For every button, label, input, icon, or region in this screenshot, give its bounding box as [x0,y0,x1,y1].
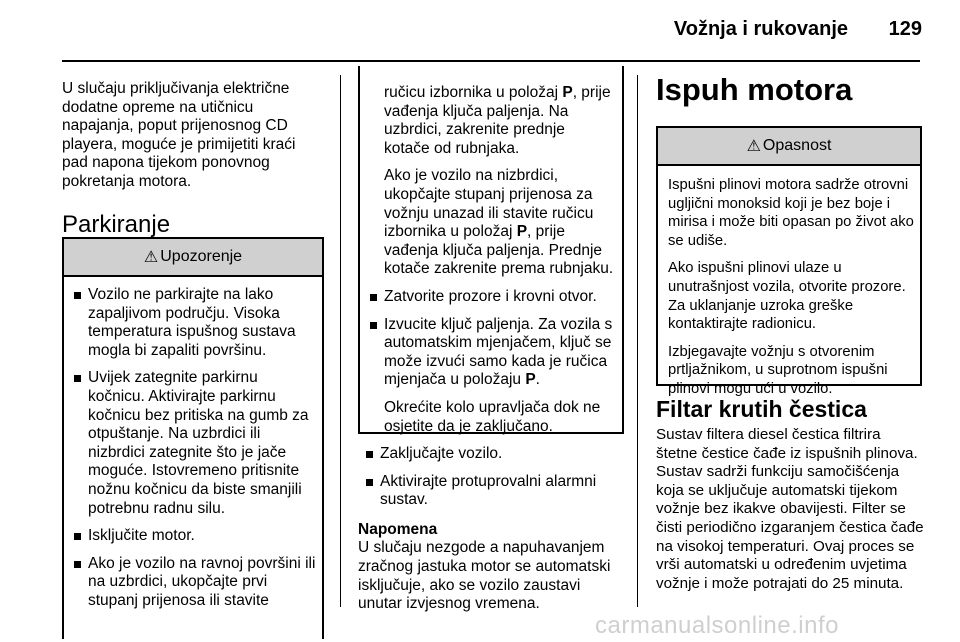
column-1 [62,80,324,239]
warning-box-title: Upozorenje [160,248,243,265]
continued-paragraph-5: Okrećite kolo upravljača dok ne osjetite da je zaključano. [384,398,601,435]
list-item: Uvijek zategnite parkirnu kočnicu. Aktivirajte parkirnu kočnicu bez pritiska na gumb za otpuštanje. Na uzbrdici ili nizbrdici zategnite što je jače moguće. Istovremeno pritisnite nožnu kočnicu da biste smanjili potrebnu radnu silu. [72,369,318,518]
warning-triangle-icon: ⚠ [143,249,159,266]
column-3-lower [656,396,926,593]
warning-list-continued [360,279,622,390]
list-item: Aktivirajte protuprovalni alarmni sustav. [364,473,626,510]
danger-box [656,126,922,397]
warning-box [62,237,324,639]
column-divider-1 [340,75,341,607]
filter-body-text: Sustav filtera diesel čestica filtrira štetne čestice čađe iz ispušnih plinova. Sustav sadrži funkciju samočišćenja koja se uključuje automatski tijekom vožnje bez ikakve obavijesti. Filter se čisti periodično izgaranjem čestica čađe na visokoj temperaturi. Ovaj proces se vrši automatski u određenim uvjetima vožnje i može potrajati do 25 minuta. [656,426,924,592]
warning-triangle-icon: ⚠ [746,138,761,155]
continued-paragraph-2: Ako je vozilo na nizbrdici, ukopčajte stupanj prijenosa za vožnju unazad ili stavite ručicu izbornika u položaj P, prije vađenja ključa paljenja. Prednje kotače zakrenite prema rubnjaku. [384,167,614,278]
section-heading-ispuh-motora: Ispuh motora [656,72,853,107]
page-number: 129 [888,18,922,40]
danger-paragraph: Izbjegavajte vožnju s otvorenim prtljažnikom, u suprotnom ispušni plinovi mogu ući u vozilo. [668,343,888,397]
list-item: Izvucite ključ paljenja. Za vozila s automatskim mjenjačem, ključ se može izvući samo kada je ručica mjenjača u položaju P. [368,316,616,390]
danger-box-content [658,166,920,399]
parking-list [358,445,626,510]
list-item: Vozilo ne parkirajte na lako zapaljivom području. Visoka temperatura ispušnog sustava mogla bi zapaliti površinu. [72,286,318,360]
danger-paragraph: Ako ispušni plinovi ulaze u unutrašnjost vozila, otvorite prozore. Za uklanjanje uzroka greške kontaktirajte radionicu. [668,260,906,333]
list-item: Ako je vozilo na ravnoj površini ili na uzbrdici, ukopčajte prvi stupanj prijenosa ili stavite [72,555,318,611]
continued-paragraph-1: ručicu izbornika u položaj P, prije vađenja ključa paljenja. Na uzbrdici, zakrenite prednje kotače od rubnjaka. [384,84,611,157]
gear-position-p: P [516,223,528,241]
danger-paragraph: Ispušni plinovi motora sadrže otrovni ugljični monoksid koji je bez boje i mirisa i može biti opasan po život ako se udiše. [668,177,914,249]
gear-position-p: P [562,84,573,101]
list-item: Zaključajte vozilo. [364,445,626,464]
warning-box-continued [358,66,624,434]
warning-box-header [64,239,322,277]
section-heading-parkiranje: Parkiranje [62,210,171,238]
intro-paragraph: U slučaju priključivanja električne dodatne opreme na utičnicu napajanja, poput prijenosnog CD playera, moguće je primijetiti kraći pad napona tijekom ponovnog pokretanja motora. [62,80,296,190]
note-text: U slučaju nezgode a napuhavanjem zračnog jastuka motor se automatski isključuje, ako se vozilo zaustavi unutar izvjesnog vremena. [358,539,611,613]
column-2-lower [358,445,626,614]
danger-box-title: Opasnost [762,137,832,154]
warning-list [64,277,322,611]
subheading-filtar-krutih-cestica: Filtar krutih čestica [656,396,867,422]
header-rule [62,60,920,62]
warning-box-continued-content [360,66,622,279]
note-title: Napomena [358,520,438,538]
watermark: carmanualsonline.info [595,612,839,639]
danger-box-header [658,128,920,166]
running-head-title: Vožnja i rukovanje [673,18,848,40]
list-item: Isključite motor. [72,527,318,546]
column-3 [656,72,926,108]
column-divider-2 [637,75,638,607]
gear-position-p: P [525,371,536,389]
list-item: Zatvorite prozore i krovni otvor. [368,288,616,307]
